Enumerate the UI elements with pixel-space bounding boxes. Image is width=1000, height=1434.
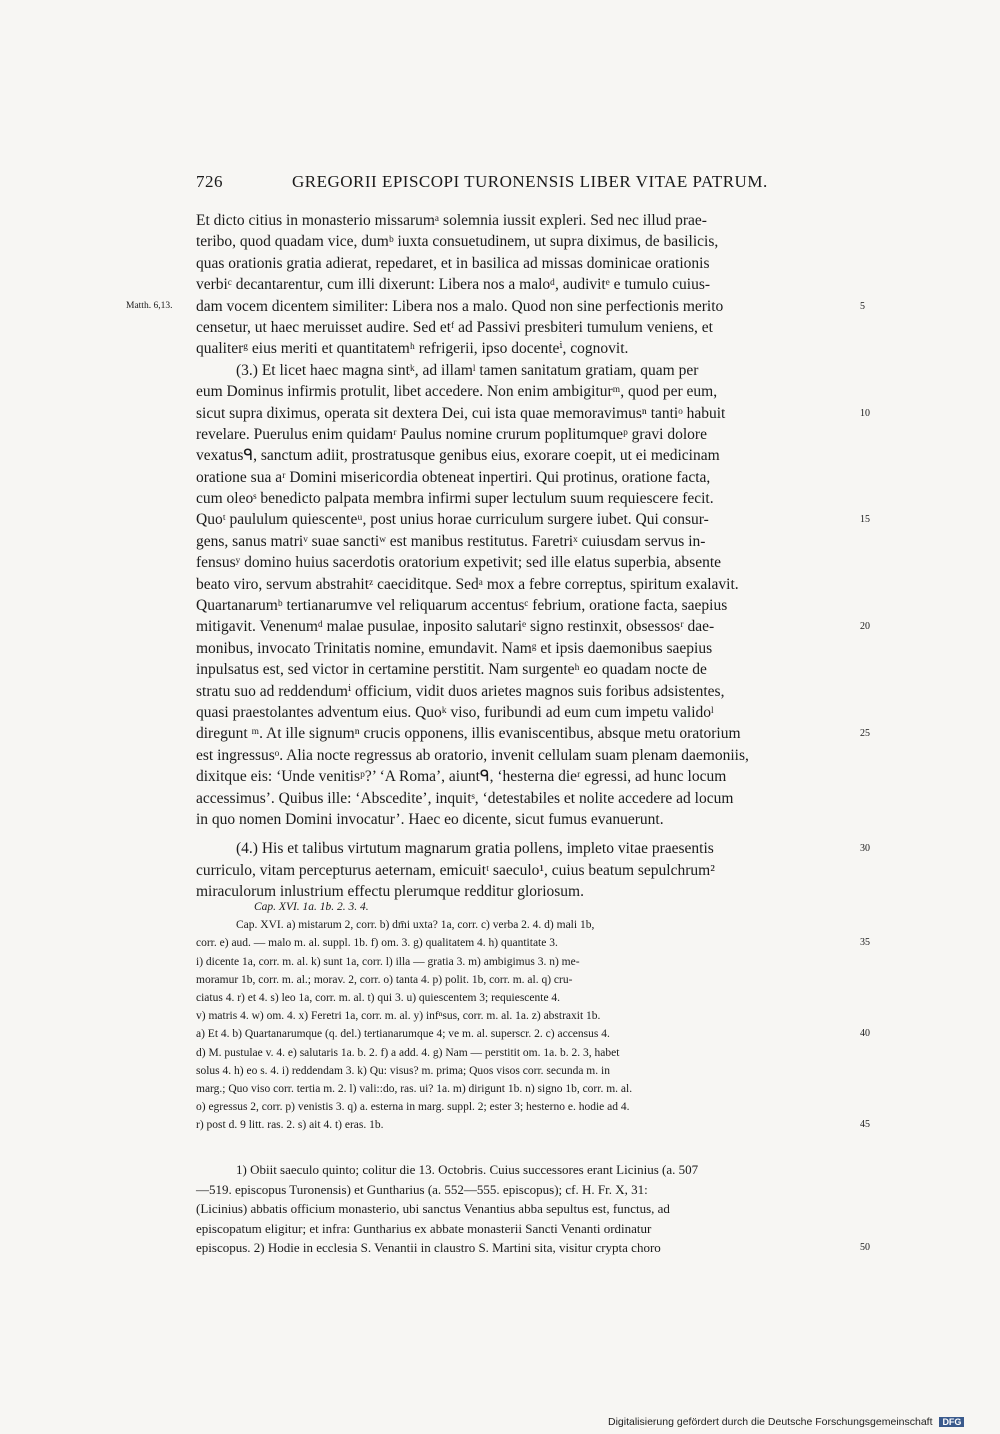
note-line-text: episcopus. 2) Hodie in ecclesia S. Venantii in claustro S. Martini sita, visitur crypta choro <box>196 1240 661 1256</box>
line-number: 50 <box>860 1242 870 1254</box>
page-title: GREGORII EPISCOPI TURONENSIS LIBER VITAE PATRUM. <box>292 172 768 191</box>
text-line-text: inpulsatus est, sed victor in certamine perstitit. Nam surgenteʰ eo quadam nocte de <box>196 661 707 679</box>
text-line <box>196 574 854 595</box>
apparatus-line-text: v) matris 4. w) om. 4. x) Feretri 1a, corr. m. al. y) infⁿsus, corr. m. al. 1a. z) abstraxit 1b. <box>196 1010 601 1023</box>
text-line <box>196 702 854 723</box>
text-line <box>196 788 854 809</box>
apparatus-line-text: Cap. XVI. a) mistarum 2, corr. b) dm̄i uxta? 1a, corr. c) verba 2. 4. d) mali 1b, <box>236 919 595 932</box>
note-line <box>196 1238 870 1258</box>
text-line-text: in quo nomen Domini invocatur’. Haec eo dicente, sicut fumus evanuerunt. <box>196 810 664 828</box>
apparatus-line <box>196 1025 870 1043</box>
note-line <box>196 1160 854 1180</box>
apparatus-line <box>196 1098 854 1116</box>
page-number: 726 <box>196 172 223 191</box>
line-number: 25 <box>860 728 870 740</box>
text-line <box>196 745 854 766</box>
text-line-text: monibus, invocato Trinitatis nomine, emundavit. Namᵍ et ipsis daemonibus saepius <box>196 639 713 657</box>
text-line-text: revelare. Puerulus enim quidamʳ Paulus nomine crurum poplitumqueᵖ gravi dolore <box>196 425 707 443</box>
text-line-text: Et dicto citius in monasterio missarumᵃ solemnia iussit expleri. Sed nec illud prae- <box>196 212 707 229</box>
text-line-text: dixitque eis: ‘Unde venitisᵖ?’ ‘A Roma’, aiuntᑫ, ‘hesterna dieʳ egressi, ad hunc locum <box>196 768 727 786</box>
text-line <box>196 531 854 552</box>
text-line <box>196 338 854 359</box>
apparatus-line-text: a) Et 4. b) Quartanarumque (q. del.) tertianarumque 4; ve m. al. superscr. 2. c) accensus 4. <box>196 1028 610 1041</box>
note-line-text: 1) Obiit saeculo quinto; colitur die 13. Octobris. Cuius successores erant Licinius (a. 507 <box>236 1162 699 1177</box>
text-line-text: cum oleoˢ benedicto palpata membra infirmi super lectulum suum requiescere fecit. <box>196 490 714 508</box>
note-line <box>196 1199 854 1219</box>
apparatus-line-text: o) egressus 2, corr. p) venistis 3. q) a. esterna in marg. suppl. 2; ester 3; hesterno e. hodie ad 4. <box>196 1101 630 1114</box>
apparatus-line-text: ciatus 4. r) et 4. s) leo 1a, corr. m. al. t) qui 3. u) quiescentem 3; requiescente 4. <box>196 991 561 1004</box>
text-line <box>196 838 870 859</box>
line-number: 40 <box>860 1028 870 1040</box>
text-line <box>196 381 854 402</box>
margin-reference: Matth. 6,13. <box>126 300 173 311</box>
text-line <box>196 552 854 573</box>
text-line <box>196 488 854 509</box>
line-number: 35 <box>860 937 870 949</box>
text-line <box>196 509 870 530</box>
text-line-text: eum Dominus infirmis protulit, libet accedere. Non enim ambigiturᵐ, quod per eum, <box>196 383 718 401</box>
text-line <box>196 317 854 338</box>
apparatus-line <box>196 916 854 934</box>
text-line-text: Quoᵗ paululum quiescenteᵘ, post unius horae curriculum surgere iubet. Qui consur- <box>196 511 709 529</box>
critical-apparatus <box>196 898 870 1134</box>
text-line-text: sicut supra diximus, operata sit dextera Dei, cui ista quae memoravimusⁿ tantiᵒ habuit <box>196 404 726 422</box>
text-line-text: vexatusᑫ, sanctum adiit, prostratusque genibus eius, exorare coepit, ut ei medicinam <box>196 447 720 465</box>
line-number: 20 <box>860 621 870 633</box>
apparatus-line-text: r) post d. 9 litt. ras. 2. s) ait 4. t) eras. 1b. <box>196 1119 384 1132</box>
text-line-text: dam vocem dicentem similiter: Libera nos a malo. Quod non sine perfectionis merito <box>196 297 724 315</box>
text-line-text: qualiterᵍ eius meriti et quantitatemʰ refrigerii, ipso docenteⁱ, cognovit. <box>196 340 629 358</box>
text-line-text: fensusʸ domino huius sacerdotis oratorium expetivit; sed ille elatus superbia, absente <box>196 554 722 572</box>
apparatus-line-text: moramur 1b, corr. m. al.; morav. 2, corr. o) tanta 4. p) polit. 1b, corr. m. al. q) cru- <box>196 973 573 986</box>
main-text <box>126 210 870 903</box>
apparatus-line-text: d) M. pustulae v. 4. e) salutaris 1a. b. 2. f) a add. 4. g) Nam — perstitit om. 1a. b. 2. 3, habet <box>196 1046 620 1059</box>
text-line-text: quas orationis gratia adierat, repedaret, et in basilica ad missas dominicae orationis <box>196 254 710 272</box>
text-line <box>196 424 854 445</box>
apparatus-line <box>196 1080 854 1098</box>
text-line-text: est ingressusᵒ. Alia nocte regressus ab oratorio, invenit cellulam suam plenam daemoniis, <box>196 746 749 764</box>
line-number: 15 <box>860 514 870 526</box>
apparatus-line <box>196 934 870 952</box>
apparatus-line-text: corr. e) aud. — malo m. al. suppl. 1b. f) om. 3. g) qualitatem 4. h) quantitate 3. <box>196 937 558 950</box>
text-line-text: teribo, quod quadam vice, dumᵇ iuxta consuetudinem, ut supra diximus, de basilicis, <box>196 233 719 251</box>
apparatus-line <box>196 1116 870 1134</box>
apparatus-line <box>196 1062 854 1080</box>
line-number: 45 <box>860 1119 870 1131</box>
text-line-text: oratione sua aʳ Domini misericordia obteneat inpertiri. Qui protinus, oratione facta, <box>196 468 711 486</box>
text-line-text: verbiᶜ decantarentur, cum illi dixerunt: Libera nos a maloᵈ, audivitᵉ e tumulo cuius- <box>196 276 711 294</box>
apparatus-line <box>196 953 854 971</box>
text-line <box>196 403 870 424</box>
apparatus-title: Cap. XVI. 1a. 1b. 2. 3. 4. <box>254 901 369 913</box>
text-line <box>196 723 870 744</box>
text-line <box>126 296 865 317</box>
note-line-text: —519. episcopus Turonensis) et Guntharius (a. 552—555. episcopus); cf. H. Fr. X, 31: <box>196 1181 648 1197</box>
text-line-text: (4.) His et talibus virtutum magnarum gratia pollens, impleto vitae praesentis <box>236 840 714 858</box>
text-line <box>196 638 854 659</box>
text-line <box>196 210 854 231</box>
apparatus-line <box>196 989 854 1007</box>
text-line <box>196 809 854 830</box>
text-line-text: miraculorum inlustrium effectu plerumque redditur gloriosum. <box>196 883 584 901</box>
text-line <box>196 595 854 616</box>
note-line <box>196 1180 854 1200</box>
footer-text: Digitalisierung gefördert durch die Deutsche Forschungsgemeinschaft <box>608 1416 933 1428</box>
text-line <box>196 231 854 252</box>
text-line-text: curriculo, vitam percepturus aeternam, emicuitᵗ saeculo¹, cuius beatum sepulchrum² <box>196 861 715 879</box>
apparatus-line <box>196 1007 854 1025</box>
text-line <box>196 860 854 881</box>
line-number: 5 <box>860 300 865 312</box>
line-number: 10 <box>860 407 870 419</box>
apparatus-line-text: marg.; Quo viso corr. tertia m. 2. l) vali::do, ras. ui? 1a. m) dirigunt 1b. n) signo 1b, corr. m. al. <box>196 1082 633 1095</box>
text-line-text: Quartanarumᵇ tertianarumve vel reliquarum accentusᶜ febrium, oratione facta, saepius <box>196 597 728 615</box>
note-line-text: episcopatum eligitur; et infra: Guntharius ex abbate monasterii Sancti Venanti ordinatur <box>196 1220 652 1236</box>
text-line-text: censetur, ut haec meruisset audire. Sed etᶠ ad Passivi presbiteri tumulum veniens, et <box>196 318 713 336</box>
text-line <box>196 274 854 295</box>
text-line-text: beato viro, servum abstrahitᶻ caeciditque. Sedᵃ mox a febre correptus, spiritum exalavit. <box>196 575 739 593</box>
text-line <box>196 659 854 680</box>
note-line <box>196 1219 854 1239</box>
dfg-logo: DFG <box>939 1417 964 1427</box>
apparatus-line <box>196 971 854 989</box>
line-number: 30 <box>860 843 870 855</box>
text-line-text: diregunt ᵐ. At ille signumⁿ crucis opponens, illis evaniscentibus, absque metu oratorium <box>196 725 741 743</box>
text-line <box>196 360 854 381</box>
text-line-text: accessimus’. Quibus ille: ‘Abscedite’, inquitˢ, ‘detestabiles et nolite accedere ad locum <box>196 789 734 807</box>
apparatus-line-text: solus 4. h) eo s. 4. i) reddendam 3. k) Qu: visus? m. prima; Quos visos corr. secunda m. in <box>196 1064 610 1077</box>
text-line <box>196 766 854 787</box>
note-line-text: (Licinius) abbatis officium monasterio, ubi sanctus Venantius abba sepultus est, functus, ad <box>196 1201 670 1217</box>
footnotes <box>196 1160 870 1258</box>
text-line-text: gens, sanus matriᵛ suae sanctiʷ est manibus restitutus. Faretriˣ cuiusdam servus in- <box>196 532 706 550</box>
apparatus-line <box>196 1044 854 1062</box>
apparatus-line-text: i) dicente 1a, corr. m. al. k) sunt 1a, corr. l) illa — gratia 3. m) ambigimus 3. n) me- <box>196 955 580 968</box>
text-line <box>196 445 854 466</box>
text-line-text: mitigavit. Venenumᵈ malae pusulae, inposito salutariᵉ signo restinxit, obsessosʳ dae- <box>196 618 715 636</box>
digitization-footer <box>608 1416 964 1428</box>
text-line-text: quasi praestolantes adventum eius. Quoᵏ viso, furibundi ad eum cum impetu validoˡ <box>196 703 714 721</box>
text-line <box>196 467 854 488</box>
text-line <box>196 253 854 274</box>
text-line <box>196 616 870 637</box>
text-line <box>196 681 854 702</box>
text-line-text: (3.) Et licet haec magna sintᵏ, ad illamˡ tamen sanitatum gratiam, quam per <box>236 361 699 379</box>
text-line-text: stratu suo ad reddendumⁱ officium, vidit duos arietes magnos suis foribus adsistentes, <box>196 682 725 700</box>
